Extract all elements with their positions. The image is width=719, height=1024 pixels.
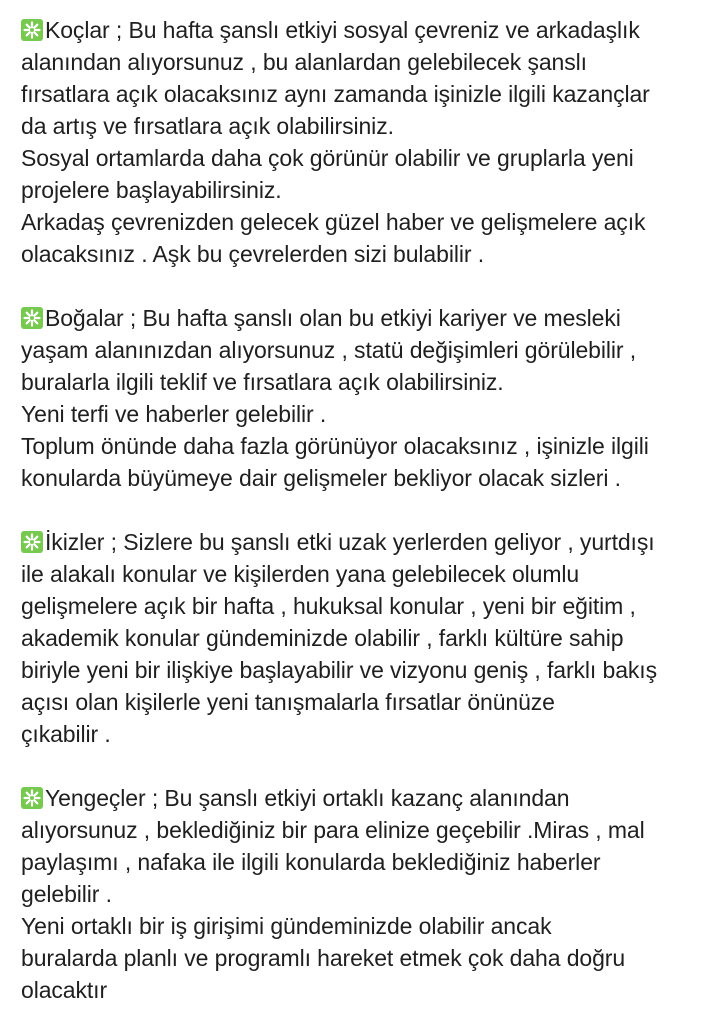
sparkle-icon [21, 787, 43, 809]
text-line: yaşam alanınızdan alıyorsunuz , statü değişimleri görülebilir , [21, 337, 637, 363]
text-line: Toplum önünde daha fazla görünüyor olacaksınız , işinizle ilgili [21, 433, 649, 459]
sparkle-icon [21, 19, 43, 41]
sparkle-icon [21, 531, 43, 553]
text-line: buralarda planlı ve programlı hareket etmek çok daha doğru [21, 945, 626, 971]
text-line: gelişmelere açık bir hafta , hukuksal konular , yeni bir eğitim , [21, 593, 636, 619]
text-line: ile alakalı konular ve kişilerden yana gelebilecek olumlu [21, 561, 580, 587]
text-line: akademik konular gündeminizde olabilir , farklı kültüre sahip [21, 625, 624, 651]
text-line: İkizler ; Sizlere bu şanslı etki uzak yerlerden geliyor , yurtdışı [21, 526, 707, 558]
text-line: biriyle yeni bir ilişkiye başlayabilir ve vizyonu geniş , farklı bakış [21, 657, 657, 683]
section-ikizler [21, 526, 707, 750]
section-yengecler [21, 782, 707, 1006]
text-line: da artış ve fırsatlara açık olabilirsiniz. [21, 113, 394, 139]
text-line: açısı olan kişilerle yeni tanışmalarla fırsatlar önünüze [21, 689, 555, 715]
text-line: Arkadaş çevrenizden gelecek güzel haber ve gelişmelere açık [21, 209, 646, 235]
text-line: Yeni terfi ve haberler gelebilir . [21, 401, 327, 427]
text-line: fırsatlara açık olacaksınız aynı zamanda işinizle ilgili kazançlar [21, 81, 650, 107]
text-line: projelere başlayabilirsiniz. [21, 177, 282, 203]
text-line: çıkabilir . [21, 721, 111, 747]
text-line: Yengeçler ; Bu şanslı etkiyi ortaklı kazanç alanından [21, 782, 707, 814]
text-line: olacaksınız . Aşk bu çevrelerden sizi bulabilir . [21, 241, 484, 267]
text-line: Koçlar ; Bu hafta şanslı etkiyi sosyal çevreniz ve arkadaşlık [21, 14, 707, 46]
text-line: olacaktır [21, 977, 108, 1003]
text-line: Boğalar ; Bu hafta şanslı olan bu etkiyi kariyer ve mesleki [21, 302, 707, 334]
sparkle-icon [21, 307, 43, 329]
text-line: gelebilir . [21, 881, 112, 907]
text-line: Sosyal ortamlarda daha çok görünür olabilir ve gruplarla yeni [21, 145, 634, 171]
text-line: Yeni ortaklı bir iş girişimi gündeminizde olabilir ancak [21, 913, 552, 939]
section-bogalar [21, 302, 707, 494]
section-koclar [21, 14, 707, 270]
text-line: konularda büyümeye dair gelişmeler bekliyor olacak sizleri . [21, 465, 621, 491]
text-line: paylaşımı , nafaka ile ilgili konularda beklediğiniz haberler [21, 849, 601, 875]
text-line: buralarla ilgili teklif ve fırsatlara açık olabilirsiniz. [21, 369, 504, 395]
text-line: alıyorsunuz , beklediğiniz bir para elinize geçebilir .Miras , mal [21, 817, 645, 843]
text-line: alanından alıyorsunuz , bu alanlardan gelebilecek şanslı [21, 49, 587, 75]
